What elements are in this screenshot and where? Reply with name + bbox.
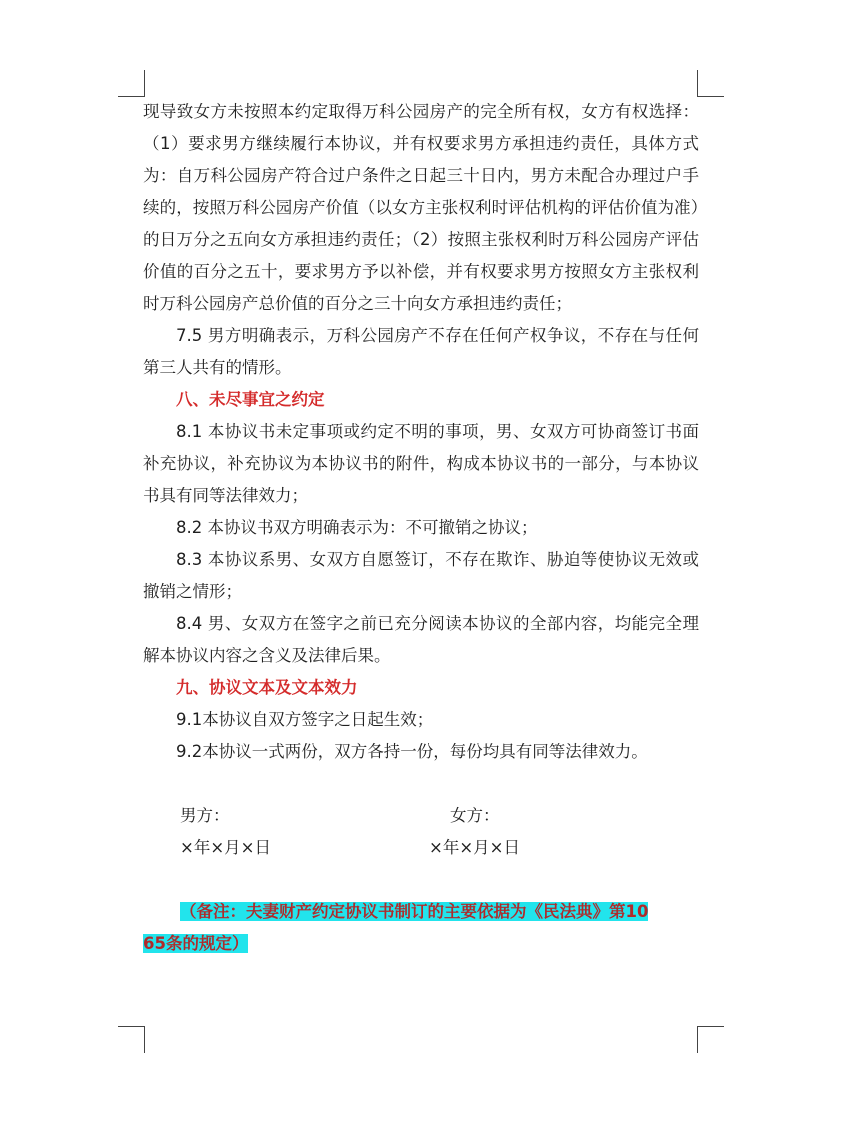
note-line-1 <box>143 896 699 928</box>
clause-9-2: 9.2本协议一式两份，双方各持一份，每份均具有同等法律效力。 <box>176 742 648 761</box>
section-heading-9: 九、协议文本及文本效力 <box>176 678 358 697</box>
clause-9-1: 9.1本协议自双方签字之日起生效； <box>176 710 434 729</box>
male-signature-label: 男方： <box>180 806 230 825</box>
date-row <box>143 832 699 864</box>
clause-8-2: 8.2 本协议书双方明确表示为：不可撤销之协议； <box>176 518 538 537</box>
signature-row <box>143 800 699 832</box>
section-heading-8: 八、未尽事宜之约定 <box>176 390 325 409</box>
crop-mark-top-right <box>697 70 724 97</box>
crop-mark-bottom-left <box>118 1026 145 1053</box>
clause-7-5: 7.5 男方明确表示，万科公园房产不存在任何产权争议，不存在与任何第三人共有的情形。 <box>143 326 699 377</box>
male-date: ×年×月×日 <box>180 838 271 857</box>
document-body <box>143 96 699 960</box>
note-text-1: （备注：夫妻财产约定协议书制订的主要依据为《民法典》第10 <box>180 902 649 921</box>
crop-mark-bottom-right <box>697 1026 724 1053</box>
clause-8-1: 8.1 本协议书未定事项或约定不明的事项，男、女双方可协商签订书面补充协议，补充协议为本协议书的附件，构成本协议书的一部分，与本协议书具有同等法律效力； <box>143 422 699 505</box>
clause-8-3: 8.3 本协议系男、女双方自愿签订，不存在欺诈、胁迫等使协议无效或撤销之情形； <box>143 550 699 601</box>
blank-line <box>143 864 699 896</box>
note-line-2 <box>143 928 699 960</box>
blank-line <box>143 768 699 800</box>
note-text-2: 65条的规定） <box>143 934 249 953</box>
female-date: ×年×月×日 <box>429 838 520 857</box>
clause-8-4: 8.4 男、女双方在签字之前已充分阅读本协议的全部内容，均能完全理解本协议内容之含义及法律后果。 <box>143 614 699 665</box>
female-signature-label: 女方： <box>450 806 500 825</box>
crop-mark-top-left <box>118 70 145 97</box>
paragraph-continuation: 现导致女方未按照本约定取得万科公园房产的完全所有权，女方有权选择：（1）要求男方继续履行本协议，并有权要求男方承担违约责任，具体方式为：自万科公园房产符合过户条件之日起三十日内，男方未配合办理过户手续的，按照万科公园房产价值（以女方主张权利时评估机构的评估价值为准）的日万分之五向女方承担违约责任；（2）按照主张权利时万科公园房产评估价值的百分之五十，要求男方予以补偿，并有权要求男方按照女方主张权利时万科公园房产总价值的百分之三十向女方承担违约责任； <box>143 102 699 313</box>
